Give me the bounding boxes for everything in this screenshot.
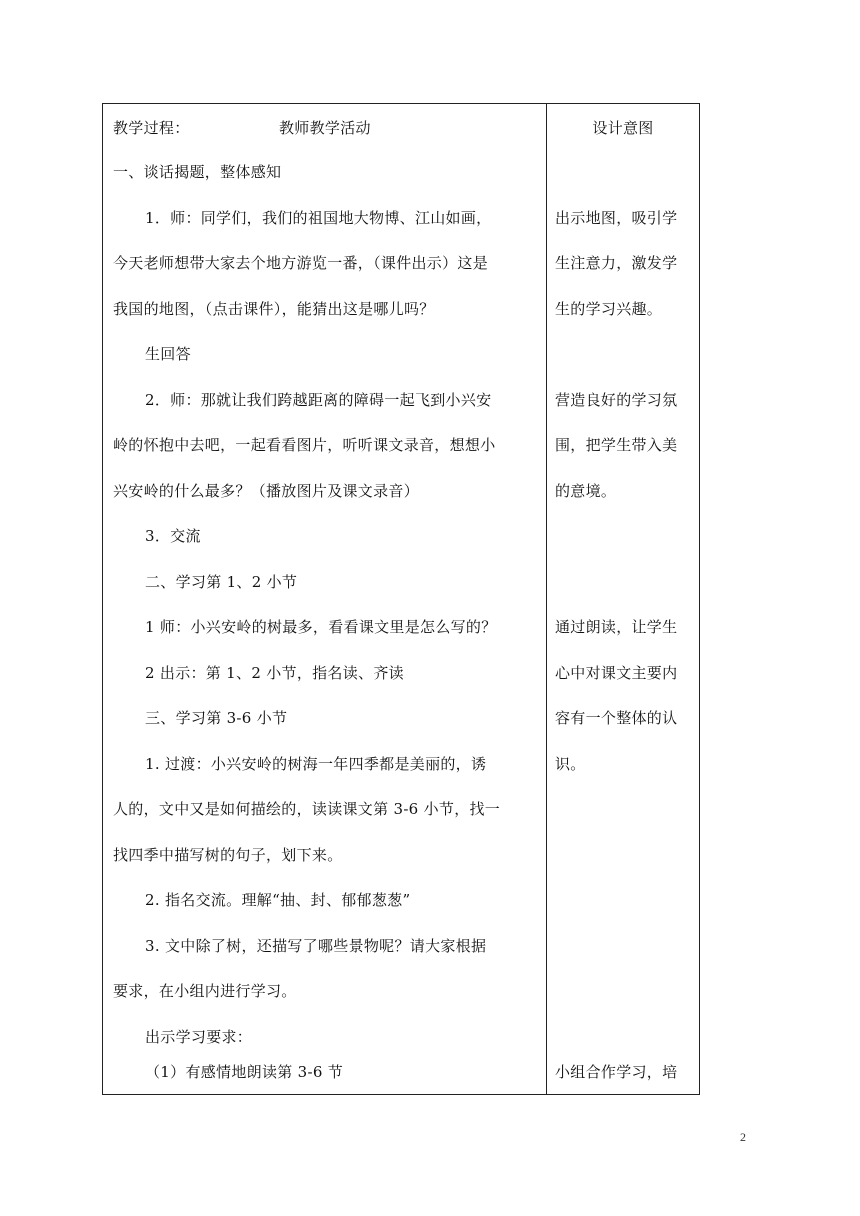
intent-line: 通过朗读，让学生: [555, 618, 678, 636]
section-heading: 一、谈话揭题，整体感知: [113, 163, 282, 181]
process-label: 教学过程：: [113, 119, 190, 137]
activity-line: 找四季中描写树的句子，划下来。: [113, 846, 343, 864]
activity-line: 1. 过渡：小兴安岭的树海一年四季都是美丽的，诱: [145, 755, 487, 773]
design-intent-column: [547, 104, 699, 1094]
section-heading: 三、学习第 3-6 小节: [145, 709, 288, 727]
activity-line: 2 出示：第 1、2 小节，指名读、齐读: [145, 664, 404, 682]
intent-line: 容有一个整体的认: [555, 709, 678, 727]
activity-line: 2．师：那就让我们跨越距离的障碍一起飞到小兴安: [145, 391, 492, 409]
activity-line: 今天老师想带大家去个地方游览一番，（课件出示）这是: [113, 254, 489, 272]
activity-line: 1．师：同学们，我们的祖国地大物博、江山如画，: [145, 209, 492, 227]
intent-line: 围，把学生带入美: [555, 436, 678, 454]
activity-line: 岭的怀抱中去吧，一起看看图片，听听课文录音，想想小: [113, 436, 496, 454]
activity-line: 要求，在小组内进行学习。: [113, 982, 297, 1000]
teacher-activity-column: [103, 104, 546, 1094]
intent-line: 的意境。: [555, 482, 617, 500]
activity-line: 我国的地图，（点击课件），能猜出这是哪儿吗？: [113, 300, 435, 318]
page-number: 2: [740, 1130, 746, 1144]
intent-line: 生注意力，激发学: [555, 254, 678, 272]
activity-line: （1）有感情地朗读第 3-6 节: [145, 1063, 344, 1081]
intent-line: 识。: [555, 755, 586, 773]
activity-line: 3．交流: [145, 527, 201, 545]
activity-line: 1 师：小兴安岭的树最多，看看课文里是怎么写的？: [145, 618, 497, 636]
activity-line: 3. 文中除了树，还描写了哪些景物呢？请大家根据: [145, 937, 487, 955]
design-intent-header: 设计意图: [592, 119, 654, 137]
intent-line: 心中对课文主要内: [555, 664, 678, 682]
lesson-table: [102, 103, 700, 1095]
section-heading: 二、学习第 1、2 小节: [145, 573, 298, 591]
intent-line: 生的学习兴趣。: [555, 300, 663, 318]
intent-line: 小组合作学习，培: [555, 1063, 678, 1081]
intent-line: 出示地图，吸引学: [555, 209, 678, 227]
intent-line: 营造良好的学习氛: [555, 391, 678, 409]
activity-line: 2. 指名交流。理解“抽、封、郁郁葱葱”: [145, 891, 411, 909]
activity-line: 生回答: [145, 345, 191, 363]
activity-line: 人的，文中又是如何描绘的，读读课文第 3-6 小节，找一: [113, 800, 501, 818]
activity-line: 出示学习要求：: [145, 1028, 253, 1046]
activity-line: 兴安岭的什么最多？（播放图片及课文录音）: [113, 482, 420, 500]
teacher-activity-header: 教师教学活动: [279, 119, 371, 137]
